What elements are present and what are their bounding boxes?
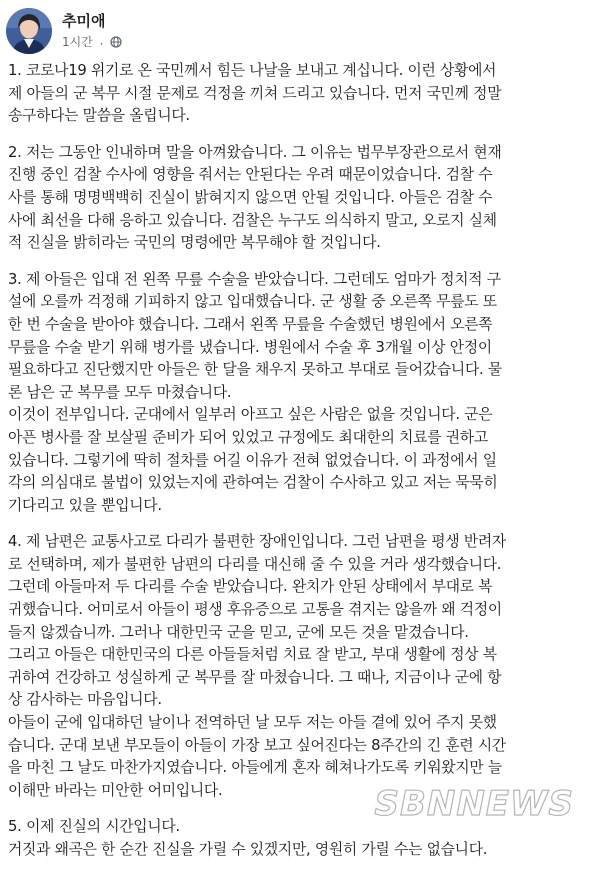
post-text-line: 있습니다. 그렇기에 딱히 절차를 어길 이유가 전혀 없었습니다. 이 과정에서 일 xyxy=(8,451,497,469)
post-time[interactable]: 1시간 xyxy=(62,35,93,49)
post-header xyxy=(6,8,596,58)
author-name[interactable]: 추미애 xyxy=(62,12,106,30)
dot-separator: · xyxy=(99,37,104,51)
post-text-line: 거짓과 왜곡은 한 순간 진실을 가릴 수 있겠지만, 영원히 가릴 수는 없습니다. xyxy=(8,841,488,858)
post-text-line: 진행 중인 검찰 수사에 영향을 줘서는 안된다는 우려 때문이었습니다. 검찰 수 xyxy=(8,166,493,184)
post-text-line: 기다리고 있을 뿐입니다. xyxy=(8,496,162,514)
post-text-line: 론 남은 군 복무를 모두 마쳤습니다. xyxy=(8,383,232,401)
post-text-line: 4. 제 남편은 교통사고로 다리가 불편한 장애인입니다. 그런 남편을 평생 반려자 xyxy=(8,533,506,551)
watermark-logo: SBNNEWS xyxy=(374,784,574,824)
post-text-line: 귀하여 건강하고 성실하게 군 복무를 잘 마쳤습니다. 그 때나, 지금이나 군에 항 xyxy=(8,668,502,686)
post-text-line: 이것이 전부입니다. 군대에서 일부러 아프고 싶은 사람은 없을 것입니다. 군은 xyxy=(8,406,493,424)
post-text-line: 그리고 아들은 대한민국의 다른 아들들처럼 치료 잘 받고, 부대 생활에 정상 복 xyxy=(8,646,497,664)
post-text-line: 을 마친 그 날도 마찬가지였습니다. 아들에게 혼자 헤쳐나가도록 키워왔지만 늘 xyxy=(8,759,502,777)
post-body xyxy=(8,60,598,876)
post-text-line: 설에 오를까 걱정해 기피하지 않고 입대했습니다. 군 생활 중 오른쪽 무릎도 또 xyxy=(8,293,497,311)
post-text-line: 필요하다고 진단했지만 아들은 한 달을 채우지 못하고 부대로 들어갔습니다. 물 xyxy=(8,361,502,379)
post-paragraph xyxy=(8,60,598,128)
post-text-line: 로 선택하며, 제가 불편한 남편의 다리를 대신해 줄 수 있을 거라 생각했습니다. xyxy=(8,555,502,573)
public-globe-icon xyxy=(110,36,122,48)
post-text-line: 각의 의심대로 불법이 있었는지에 관하여는 검찰이 수사하고 있고 저는 묵묵히 xyxy=(8,474,498,492)
post-text-line: 무릎을 수술 받기 위해 병가를 냈습니다. 병원에서 수술 후 3개월 이상 안정이 xyxy=(8,338,492,356)
post-text-line: 3. 제 아들은 입대 전 왼쪽 무릎 수술을 받았습니다. 그런데도 엄마가 정치적 구 xyxy=(8,270,501,288)
post-text-line: 1. 코로나19 위기로 온 국민께서 힘든 나날을 보내고 계십니다. 이런 상황에서 xyxy=(8,62,497,79)
post-text-line: 제 아들의 군 복무 시절 문제로 걱정을 끼쳐 드리고 있습니다. 먼저 국민께 정말 xyxy=(8,84,502,102)
post-meta xyxy=(62,33,122,51)
post-text-line: 아들이 군에 입대하던 날이나 전역하던 날 모두 저는 아들 곁에 있어 주지 못했 xyxy=(8,714,497,732)
post-text-line: 5. 이제 진실의 시간입니다. xyxy=(8,818,180,836)
post-text-line: 들지 않겠습니까. 그러나 대한민국 군을 믿고, 군에 모든 것을 맡겼습니다. xyxy=(8,623,469,641)
post-text-line: 습니다. 군대 보낸 부모들이 아들이 가장 보고 싶어진다는 8주간의 긴 훈련 시간 xyxy=(8,736,506,754)
post-text-line: 그런데 아들마저 두 다리를 수술 받았습니다. 완치가 안된 상태에서 부대로 복 xyxy=(8,578,493,596)
post-text-line: 적 진실을 밝히라는 국민의 명령에만 복무해야 할 것입니다. xyxy=(8,234,381,252)
post-paragraph xyxy=(8,142,598,255)
post-text-line: 사에 최선을 다해 응하고 있습니다. 검찰은 누구도 의식하지 말고, 오로지 실체 xyxy=(8,211,497,229)
post-text-line: 상 감사하는 마음입니다. xyxy=(8,691,162,709)
post-text-line: 귀했습니다. 어미로서 아들이 평생 후유증으로 고통을 겪지는 않을까 왜 걱정이 xyxy=(8,601,502,619)
post-paragraph xyxy=(8,816,598,861)
post-text-line: 송구하다는 말씀을 올립니다. xyxy=(8,107,190,125)
post-text-line: 사를 통해 명명백백히 진실이 밝혀지지 않으면 안될 것입니다. 아들은 검찰 수 xyxy=(8,188,493,206)
post-paragraph xyxy=(8,531,598,802)
post-text-line: 2. 저는 그동안 인내하며 말을 아껴왔습니다. 그 이유는 법무부장관으로서 현재 xyxy=(8,143,502,161)
post-text-line: 이해만 바라는 미안한 어미입니다. xyxy=(8,781,223,799)
post-text-line: 아픈 병사를 잘 보살필 준비가 되어 있었고 규정에도 최대한의 치료를 권하고 xyxy=(8,428,488,446)
author-avatar[interactable] xyxy=(6,8,52,54)
post-paragraph xyxy=(8,269,598,518)
post-text-line: 한 번 수술을 받아야 했습니다. 그래서 왼쪽 무릎을 수술했던 병원에서 오른쪽 xyxy=(8,315,493,333)
